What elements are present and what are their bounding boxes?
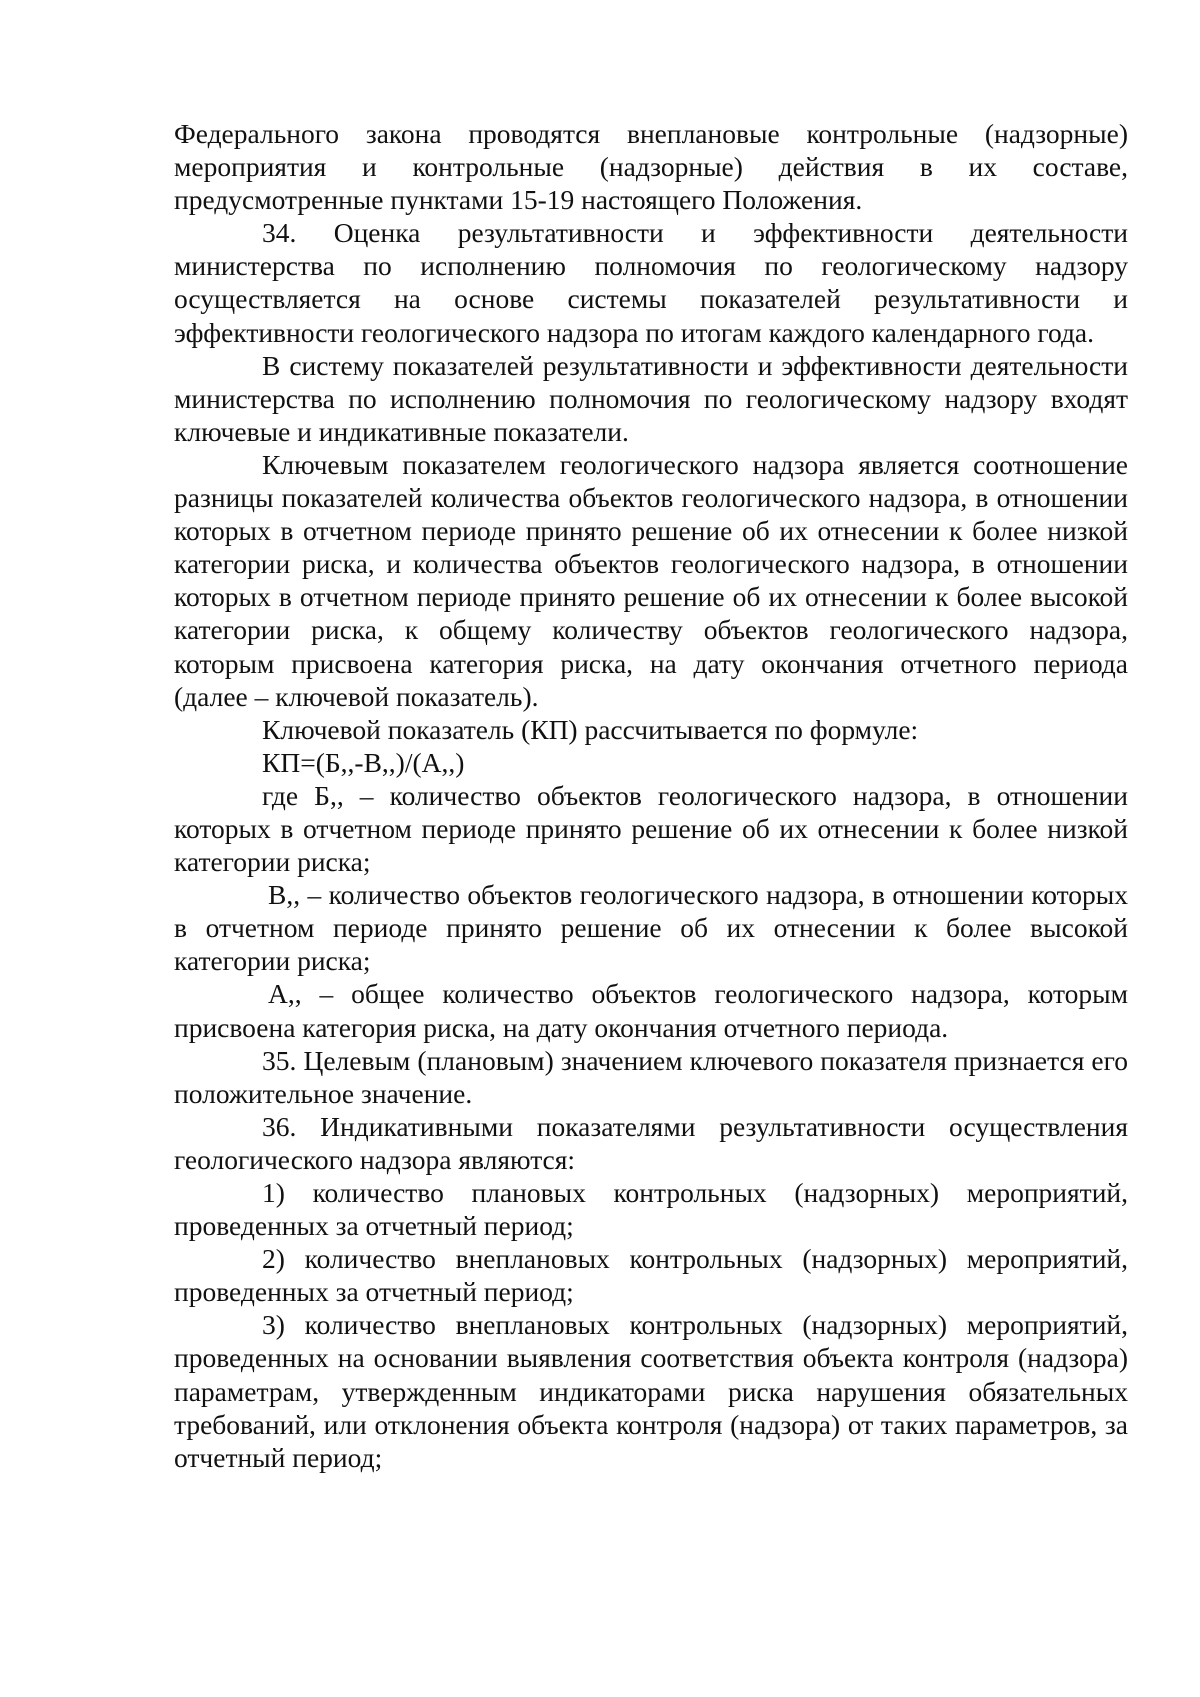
formula: КП=(Б,,-В,,)/(А,,) bbox=[262, 746, 465, 778]
paragraph-continuation: Федерального закона проводятся внеплановые контрольные (надзорные) мероприятия и контрольные (надзорные) действия в их составе, предусмотренные пунктами 15-19 настоящего Положения. bbox=[174, 118, 1128, 216]
paragraph-formula-intro: Ключевой показатель (КП) рассчитывается по формуле: bbox=[262, 713, 919, 745]
paragraph-definition-a: А,, – общее количество объектов геологического надзора, которым присвоена категория риска, на дату окончания отчетного периода. bbox=[174, 978, 1128, 1043]
paragraph-definition-v: В,, – количество объектов геологического надзора, в отношении которых в отчетном периоде принято решение об их отнесении к более высокой категории риска; bbox=[174, 879, 1128, 977]
list-item-2: 2) количество внеплановых контрольных (надзорных) мероприятий, проведенных за отчетный период; bbox=[174, 1243, 1128, 1308]
document-page bbox=[174, 117, 1128, 1474]
paragraph-definition-b: где Б,, – количество объектов геологического надзора, в отношении которых в отчетном периоде принято решение об их отнесении к более низкой категории риска; bbox=[174, 779, 1128, 878]
paragraph-35: 35. Целевым (плановым) значением ключевого показателя признается его положительное значение. bbox=[174, 1044, 1128, 1109]
paragraph-indicator-system: В систему показателей результативности и эффективности деятельности министерства по исполнению полномочия по геологическому надзору входят ключевые и индикативные показатели. bbox=[174, 349, 1128, 447]
paragraph-key-indicator: Ключевым показателем геологического надзора является соотношение разницы показателей количества объектов геологического надзора, в отношении которых в отчетном периоде принято решение об их отнесении к более низкой категории риска, и количества объектов геологического надзора, в отношении которых в отчетном периоде принято решение об их отнесении к более высокой категории риска, к общему количеству объектов геологического надзора, которым присвоена категория риска, на дату окончания отчетного периода (далее – ключевой показатель). bbox=[174, 448, 1128, 712]
list-item-3: 3) количество внеплановых контрольных (надзорных) мероприятий, проведенных на основании выявления соответствия объекта контроля (надзора) параметрам, утвержденным индикаторами риска нарушения обязательных требований, или отклонения объекта контроля (надзора) от таких параметров, за отчетный период; bbox=[174, 1309, 1128, 1473]
paragraph-34: 34. Оценка результативности и эффективности деятельности министерства по исполнению полномочия по геологическому надзору осуществляется на основе системы показателей результативности и эффективности геологического надзора по итогам каждого календарного года. bbox=[174, 217, 1128, 348]
list-item-1: 1) количество плановых контрольных (надзорных) мероприятий, проведенных за отчетный период; bbox=[174, 1177, 1128, 1242]
paragraph-36: 36. Индикативными показателями результативности осуществления геологического надзора являются: bbox=[174, 1110, 1128, 1175]
